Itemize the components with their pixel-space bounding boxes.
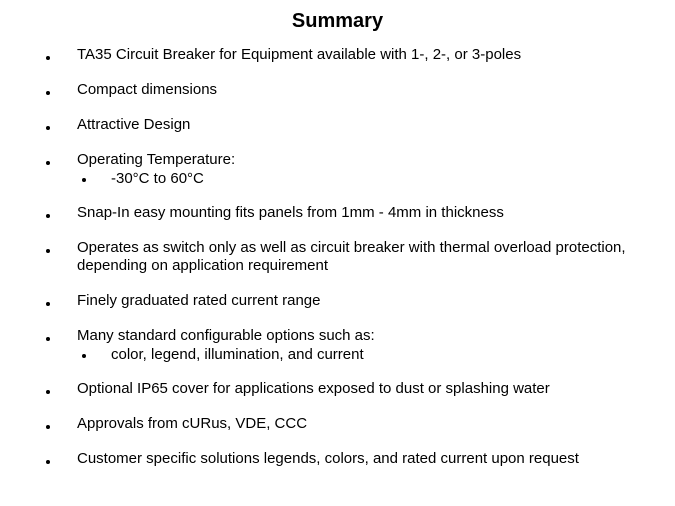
bullet-dot	[46, 460, 50, 464]
bullet-text: Optional IP65 cover for applications exposed to dust or splashing water	[77, 380, 550, 397]
sub-bullet-text: -30°C to 60°C	[111, 170, 204, 187]
sub-bullet-text: color, legend, illumination, and current	[111, 346, 364, 363]
bullet-dot	[46, 425, 50, 429]
bullet-dot	[46, 302, 50, 306]
bullet-dot	[46, 249, 50, 253]
bullet-text: Finely graduated rated current range	[77, 292, 321, 309]
bullet-text: Approvals from cURus, VDE, CCC	[77, 415, 308, 432]
bullet-text: TA35 Circuit Breaker for Equipment available with 1-, 2-, or 3-poles	[77, 46, 522, 63]
bullet-dot	[46, 390, 50, 394]
sub-bullet-dot	[82, 354, 86, 358]
bullet-text: Attractive Design	[77, 116, 191, 133]
bullet-dot	[46, 126, 50, 130]
bullet-dot	[46, 56, 50, 60]
bullet-dot	[46, 337, 50, 341]
slide-title: Summary	[291, 10, 384, 32]
bullet-text: Operates as switch only as well as circuit breaker with thermal overload protection, depending on application requirement	[77, 239, 626, 274]
bullet-text: Many standard configurable options such as:	[77, 327, 375, 344]
sub-bullet-dot	[82, 178, 86, 182]
bullet-dot	[46, 214, 50, 218]
bullet-dot	[46, 161, 50, 165]
bullet-text: Operating Temperature:	[77, 151, 236, 168]
bullet-text: Compact dimensions	[77, 81, 218, 98]
bullet-text: Snap-In easy mounting fits panels from 1mm - 4mm in thickness	[77, 204, 504, 221]
bullet-dot	[46, 91, 50, 95]
bullet-text: Customer specific solutions legends, colors, and rated current upon request	[77, 450, 579, 467]
